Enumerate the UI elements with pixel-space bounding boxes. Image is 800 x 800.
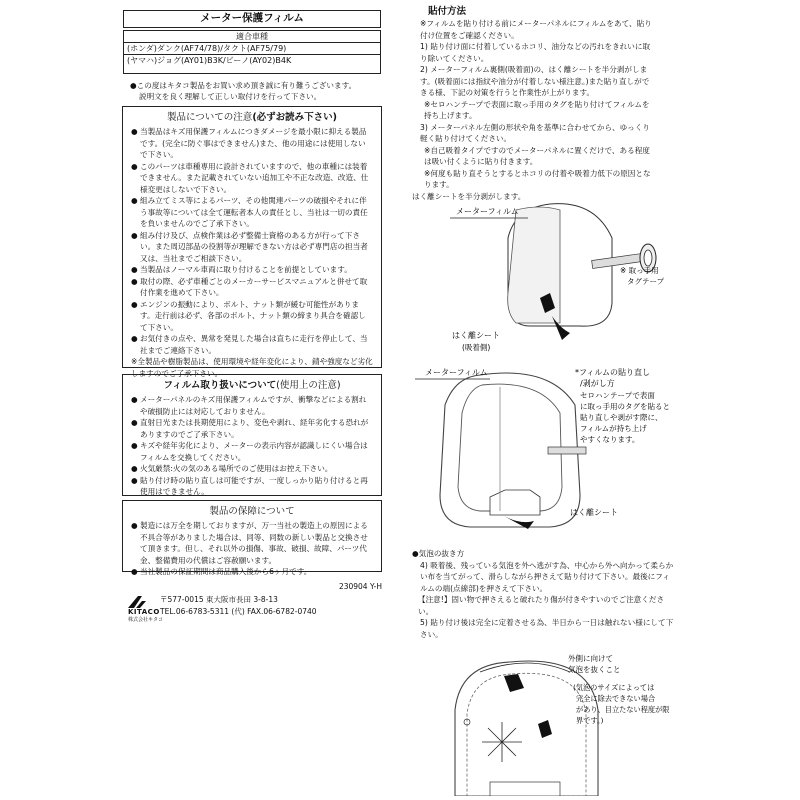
f2-sheet-label: はく離シート bbox=[570, 508, 618, 517]
f2-note-4: 貼り直しや剥がす際に、 bbox=[580, 413, 663, 422]
bullet: ● bbox=[131, 521, 138, 530]
document-title: メーター保護フィルム bbox=[123, 10, 381, 28]
f2-note-1: /剥がし方 bbox=[580, 379, 615, 388]
f2-note-5: フィルムが持ち上げ bbox=[580, 424, 647, 433]
bullet: ● bbox=[131, 196, 138, 205]
bullet: ● bbox=[131, 334, 138, 343]
caution-note: ※全製品や樹脂製品は、使用環境や経年変化により、錆や強度など劣化しますのでご了承下さい。 bbox=[131, 357, 373, 378]
f1-sheet-label: はく離シート bbox=[452, 331, 500, 340]
caution-heading bbox=[131, 111, 373, 124]
document-code: 230904 Y-H bbox=[338, 582, 382, 591]
bullet: ● bbox=[131, 395, 138, 404]
bullet-text: 直射日光または長期使用により、変色や剥れ、経年劣化する恐れがありますのでご了承下さい。 bbox=[140, 418, 369, 439]
attention-note: 【注意!】固い物で押さえると破れたり傷が付きやすいのでご注意ください。 bbox=[418, 595, 665, 616]
install-steps-top bbox=[412, 18, 652, 202]
caution-item bbox=[131, 276, 373, 299]
bullet: ● bbox=[131, 265, 138, 274]
film-handling-section bbox=[122, 374, 382, 496]
caution-heading-bold: (必ずお読み下さい) bbox=[252, 112, 337, 123]
warranty-item bbox=[131, 566, 373, 578]
figure-peel-sheet bbox=[420, 198, 690, 358]
caution-item bbox=[131, 161, 373, 196]
bullet-text: 当製品はキズ用保護フィルムにつきダメージを最小限に抑える製品です。(完全に防ぐ事はできません)また、他の用途には使用しないで下さい。 bbox=[140, 127, 367, 159]
handling-item bbox=[131, 440, 373, 463]
warranty-section bbox=[122, 500, 382, 576]
bullet: ● bbox=[131, 127, 138, 136]
bullet-text: 当社製品の保証期間は商品購入後から6ヶ月です。 bbox=[140, 567, 312, 576]
handling-heading-suffix: (使用上の注意) bbox=[276, 380, 341, 391]
f1-side-label: (吸着側) bbox=[462, 343, 491, 352]
figure-reapply bbox=[410, 365, 710, 543]
caution-item bbox=[131, 126, 373, 161]
step-2: 2) メーターフィルム裏側(吸着面)の、はく離シートを半分剥がします。(吸着面には指紋や油分が付着しない様注意。)また貼り直しができる様、下記の対策を行うと作業性が上がります。 bbox=[420, 65, 650, 97]
f2-note-3: に取っ手用のタグを貼ると bbox=[580, 402, 670, 411]
caution-heading-text: 製品についての注意 bbox=[167, 112, 253, 123]
intro-line-2: 説明文を良く理解して正しい取付けを行って下さい。 bbox=[139, 92, 322, 101]
warranty-item bbox=[131, 520, 373, 566]
step-2-note: ※セロハンテープで表面に取っ手用のタグを貼り付けてフィルムを持ち上げます。 bbox=[424, 99, 650, 120]
install-steps-bottom bbox=[412, 548, 674, 640]
step-3-note-2: ※何度も貼り直そうとするとホコリの付着や吸着力低下の原因となります。 bbox=[424, 168, 651, 189]
bullet: ● bbox=[131, 299, 138, 309]
f3-note-1: 外側に向けて bbox=[568, 654, 613, 663]
models-header: 適合車種 bbox=[124, 31, 380, 43]
f3-note-2: 気泡を抜くこと bbox=[568, 665, 621, 674]
f2-film-label: メーターフィルム bbox=[425, 368, 488, 377]
peel-instruction: はく離シートを半分剥がします。 bbox=[412, 191, 526, 201]
handling-item bbox=[131, 417, 373, 440]
bullet: ● bbox=[131, 276, 138, 286]
bullet: ● bbox=[131, 441, 138, 450]
caution-item bbox=[131, 230, 373, 265]
f2-note-6: やすくなります。 bbox=[580, 435, 640, 444]
bullet-text: メーターパネルのキズ用保護フィルムですが、衝撃などによる割れや破損防止には対応しておりません。 bbox=[140, 395, 367, 416]
bullet-text: 取付の際、必ず車種ごとのメーカーサービスマニュアルと併せて取付作業を進めて下さい。 bbox=[140, 276, 368, 297]
figure-bubbles bbox=[440, 650, 685, 796]
bullet: ● bbox=[131, 567, 138, 576]
brand-subname: 株式会社キタコ bbox=[128, 617, 163, 623]
bullet-text: 組み立てミス等によるパーツ、その他関連パーツの破損やそれに伴う事故等については全て運転者本人の責任とし、当社は一切の責任を負いませんのでご了承下さい。 bbox=[140, 196, 368, 228]
f1-tag-label: ※ 取っ手用 bbox=[620, 266, 659, 275]
bullet-text: 火気厳禁:火の気のある場所でのご使用はお控え下さい。 bbox=[140, 464, 333, 473]
warranty-heading: 製品の保障について bbox=[209, 506, 295, 517]
bullet-text: 貼り付け時の貼り直しは可能ですが、一度しっかり貼り付けると再使用はできません。 bbox=[140, 475, 368, 496]
intro-text bbox=[130, 80, 380, 102]
bullet: ● bbox=[131, 418, 138, 427]
handling-item bbox=[131, 463, 373, 475]
f2-note-0: *フィルムの貼り直し bbox=[575, 368, 651, 377]
footer bbox=[122, 578, 382, 626]
f3-note-3d: 界です。) bbox=[576, 716, 604, 725]
compatible-models-table bbox=[123, 30, 381, 74]
bullet-text: キズや経年劣化により、メーターの表示内容が認識しにくい場合はフィルムを交換してください。 bbox=[140, 441, 368, 462]
bullet: ● bbox=[131, 464, 138, 473]
bullet-text: お気付きの点や、異常を発見した場合は直ちに走行を停止して、当社までご連絡下さい。 bbox=[140, 334, 368, 355]
step-4: 4) 吸着後、残っている気泡を外へ逃がす為、中心から外へ向かって柔らかい布を当てがって、滑らしながら押さえて貼り付けて下さい。最後にフィルムの端(点線部)を押さえて下さい。 bbox=[420, 560, 674, 593]
caution-item bbox=[131, 299, 373, 334]
step-5: 5) 貼り付け後は完全に定着させる為、半日から一日は触れない様にして下さい。 bbox=[420, 618, 674, 639]
bullet-text: 組み付け及び、点検作業は必ず整備士資格のある方が行って下さい。また周辺部品の役割等が理解できない方は必ず専門店の担当者又は、当社までご相談下さい。 bbox=[140, 230, 368, 263]
caution-item bbox=[131, 264, 373, 276]
bullet: ● bbox=[131, 475, 138, 485]
models-honda: (ホンダ)ダンク(AF74/78)/タクト(AF75/79) bbox=[124, 43, 380, 55]
company-phone: TEL.06-6783-5311 (代) FAX.06-6782-0740 bbox=[160, 607, 317, 616]
handling-heading-bold: フィルム取り扱いについて bbox=[163, 380, 277, 391]
bullet-text: このパーツは車種専用に設計されていますので、他の車種には装着できません。また記載されていない追加工や不正な改造、改造、仕様変更はしないで下さい。 bbox=[140, 161, 369, 194]
f3-note-3b: 完全に除去できない場合 bbox=[576, 694, 656, 703]
handling-heading bbox=[131, 379, 373, 392]
step-3-note-1: ※自己吸着タイプですのでメーターパネルに置くだけで、ある程度は吸い付くように貼り付きます。 bbox=[424, 145, 650, 166]
bullet-text: 当製品はノーマル車両に取り付けることを前提としています。 bbox=[140, 265, 352, 274]
bullet-text: エンジンの振動により、ボルト、ナット類が緩む可能性があります。走行前は必ず、各部のボルト、ナット類の締まり具合を確認して下さい。 bbox=[140, 299, 366, 332]
bullet: ● bbox=[131, 230, 138, 240]
bubbles-title: ●気泡の抜き方 bbox=[412, 549, 465, 558]
step-intro: ※フィルムを貼り付ける前にメーターパネルにフィルムをあて、貼り付け位置をご確認ください。 bbox=[420, 19, 652, 40]
brand-name: KITACO bbox=[128, 608, 160, 616]
step-3: 3) メーターパネル左側の形状や角を基準に合わせてから、ゆっくり軽く貼り付けてください。 bbox=[420, 122, 650, 143]
bullet: ● bbox=[131, 161, 138, 171]
caution-item bbox=[131, 195, 373, 230]
f2-note-2: セロハンテープで表面 bbox=[580, 391, 655, 400]
f1-film-label: メーターフィルム bbox=[456, 207, 519, 216]
company-address: 〒577-0015 東大阪市長田 3-8-13 bbox=[160, 595, 278, 604]
product-caution-section bbox=[122, 106, 382, 378]
step-1: 1) 貼り付け面に付着しているホコリ、油分などの汚れをきれいに取り除いてください。 bbox=[420, 42, 651, 63]
f3-note-3a: (気泡のサイズによっては bbox=[573, 683, 655, 692]
bullet-text: 製造には万全を期しておりますが、万一当社の製造上の原因による不具合等がありました場合は、同等、同数の新しい製品と交換させて頂きます。但し、それ以外の損傷、事故、破損、故障、パーツ代金、整備費用の代償はご容赦願います。 bbox=[140, 521, 368, 565]
f3-note-3c: があり、目立たない程度が限 bbox=[576, 705, 670, 714]
install-heading: 貼付方法 bbox=[428, 6, 467, 17]
handling-item bbox=[131, 475, 373, 498]
f1-tag-label-2: タグテープ bbox=[627, 277, 665, 286]
caution-item bbox=[131, 333, 373, 356]
intro-line-1: ●この度はキタコ製品をお買い求め頂き誠に有り難うございます。 bbox=[130, 81, 357, 90]
models-yamaha: (ヤマハ)ジョグ(AY01)B3K/ビーノ(AY02)B4K bbox=[127, 56, 292, 65]
handling-item bbox=[131, 394, 373, 417]
